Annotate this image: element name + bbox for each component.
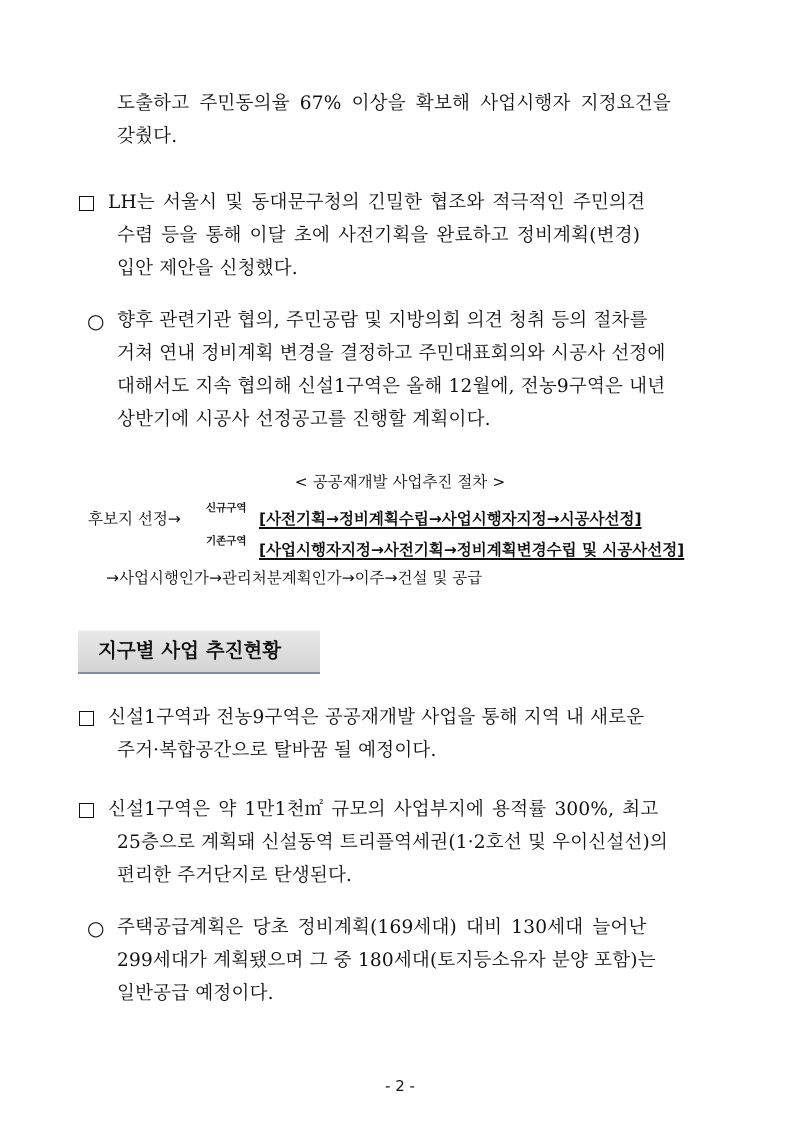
body-line: 일반공급 예정이다. [117, 983, 274, 1004]
body-line: 상반기에 시공사 선정공고를 진행할 계획이다. [117, 409, 491, 430]
body-line: 299세대가 계획됐으며 그 중 180세대(토지등소유자 분양 포함)는 [117, 950, 656, 971]
body-line: 거쳐 연내 정비계획 변경을 결정하고 주민대표회의와 시공사 선정에 [117, 343, 666, 364]
body-line: 신설1구역과 전농9구역은 공공재개발 사업을 통해 지역 내 새로운 [108, 707, 645, 728]
process-old-steps: [사업시행자지정→사전기획→정비계획변경수립 및 시공사선정] [259, 541, 685, 559]
body-line: 향후 관련기관 협의, 주민공람 및 지방의회 의견 청취 등의 절차를 [117, 310, 648, 331]
process-new-tag: 신규구역 [206, 502, 247, 514]
body-line: 대해서도 지속 협의해 신설1구역은 올해 12월에, 전농9구역은 내년 [117, 376, 666, 397]
checkbox-bullet-icon [79, 711, 94, 726]
body-line: 입안 제안을 신청했다. [117, 258, 298, 279]
body-line: 편리한 주거단지로 탄생된다. [117, 865, 353, 886]
body-line: 신설1구역은 약 1만1천㎡ 규모의 사업부지에 용적률 300%, 최고 [108, 799, 659, 820]
process-new-steps: [사전기획→정비계획수립→사업시행자지정→시공사선정] [259, 510, 642, 528]
process-start: 후보지 선정→ [88, 510, 181, 528]
process-old-tag: 기존구역 [206, 535, 247, 547]
body-line: 수렴 등을 통해 이달 초에 사전기획을 완료하고 정비계획(변경) [117, 225, 641, 246]
page-number: - 2 - [385, 1077, 415, 1095]
process-tail: →사업시행인가→관리처분계획인가→이주→건설 및 공급 [106, 569, 483, 587]
body-line: 주거·복합공간으로 탈바꿈 될 예정이다. [117, 740, 437, 761]
body-line: 25층으로 계획돼 신설동역 트리플역세권(1·2호선 및 우이신설선)의 [117, 832, 668, 853]
section-heading [78, 630, 320, 674]
process-title: < 공공재개발 사업추진 절차 > [294, 473, 506, 491]
body-line: LH는 서울시 및 동대문구청의 긴밀한 협조와 적극적인 주민의견 [108, 192, 646, 213]
circle-bullet-icon: ○ [87, 309, 105, 333]
body-line: 갖췄다. [117, 126, 178, 147]
circle-bullet-icon: ○ [87, 916, 105, 940]
checkbox-bullet-icon [79, 196, 94, 211]
section-heading-text: 지구별 사업 추진현황 [98, 639, 282, 662]
checkbox-bullet-icon [79, 803, 94, 818]
body-line: 주택공급계획은 당초 정비계획(169세대) 대비 130세대 늘어난 [117, 917, 647, 938]
body-line: 도출하고 주민동의율 67% 이상을 확보해 사업시행자 지정요건을 [117, 93, 671, 114]
